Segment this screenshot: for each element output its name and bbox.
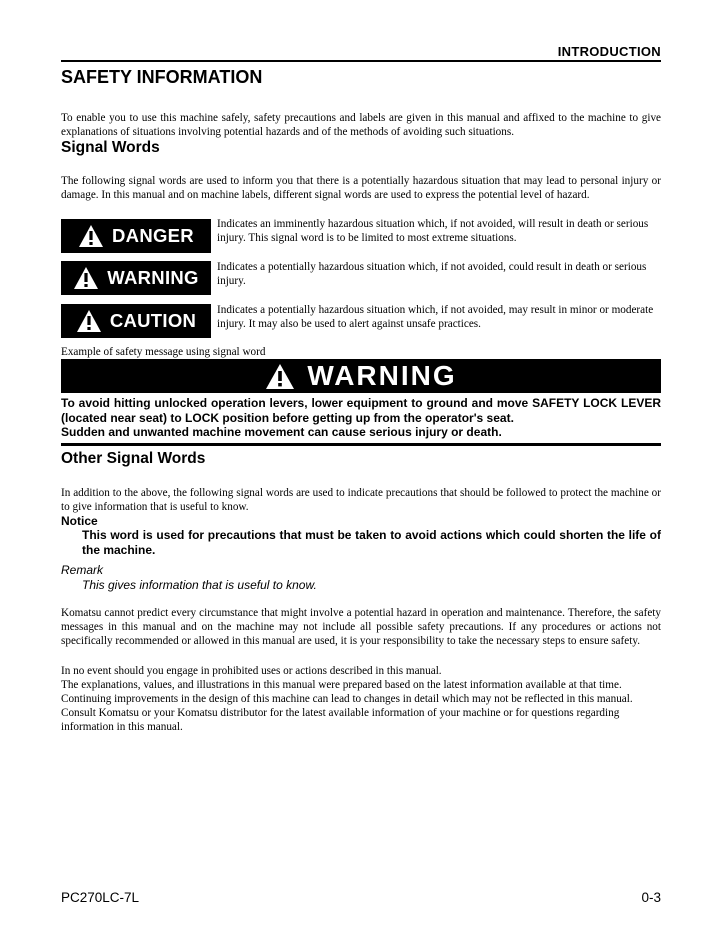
example-caption: Example of safety message using signal word (61, 346, 266, 358)
danger-word: DANGER (112, 225, 194, 246)
remark-text: This gives information that is useful to know. (82, 578, 317, 592)
section-header: INTRODUCTION (557, 44, 661, 59)
warning-triangle-icon (265, 363, 295, 390)
danger-description: Indicates an imminently hazardous situation which, if not avoided, will result in death or serious injury. This signal word is to be limited to most extreme situations. (217, 218, 649, 244)
signal-words-paragraph: The following signal words are used to inform you that there is a potentially hazardous situation that may lead to personal injury or damage. In this manual and on machine labels, different signal words are used to express the potential level of hazard. (61, 175, 661, 201)
warning-banner (61, 359, 661, 393)
warning-triangle-icon (73, 266, 99, 290)
warning-message-line: Sudden and unwanted machine movement can cause serious injury or death. (61, 425, 502, 439)
notice-label: Notice (61, 514, 98, 528)
header-rule (61, 60, 661, 62)
intro-paragraph: To enable you to use this machine safely, safety precautions and labels are given in this manual and affixed to the machine to give explanations of situations involving potential hazards and of the methods of avoiding such situations. (61, 112, 661, 138)
warning-word: WARNING (107, 267, 199, 288)
closing-paragraph: In no event should you engage in prohibited uses or actions described in this manual. (61, 665, 442, 677)
notice-text: This word is used for precautions that must be taken to avoid actions which could shorten the life of the machine. (82, 528, 661, 557)
page-title: SAFETY INFORMATION (61, 67, 263, 87)
warning-rule (61, 443, 661, 446)
page-number: 0-3 (641, 890, 661, 905)
warning-label (61, 261, 211, 295)
footer-model: PC270LC-7L (61, 890, 140, 905)
warning-banner-word: WARNING (307, 360, 457, 391)
caution-description: Indicates a potentially hazardous situation which, if not avoided, may result in minor or moderate injury. It may also be used to alert against unsafe practices. (217, 304, 654, 330)
warning-triangle-icon (78, 224, 104, 248)
closing-paragraph: Komatsu cannot predict every circumstance that might involve a potential hazard in operation and maintenance. Therefore, the safety messages in this manual and on the machine may not include all possible safety precautions. If any procedures or actions not specifically recommended or allowed in this manual are used, it is your responsibility to take the necessary steps to ensure safety. (61, 607, 661, 647)
warning-message-line: To avoid hitting unlocked operation levers, lower equipment to ground and move SAFETY LOCK LEVER (located near seat) to LOCK position before getting up from the operator's seat. (61, 396, 661, 425)
warning-triangle-icon (76, 309, 102, 333)
closing-paragraph: The explanations, values, and illustrations in this manual were prepared based on the latest information available at that time. Continuing improvements in the design of this machine can lead to changes in detail which may not be reflected in this manual. Consult Komatsu or your Komatsu distributor for the latest available information of your machine or for questions regarding information in this manual. (61, 679, 633, 733)
warning-description: Indicates a potentially hazardous situation which, if not avoided, could result in death or serious injury. (217, 261, 647, 287)
signal-words-heading: Signal Words (61, 139, 160, 156)
other-signal-words-heading: Other Signal Words (61, 450, 206, 467)
danger-label (61, 219, 211, 253)
caution-label (61, 304, 211, 338)
other-signal-words-paragraph: In addition to the above, the following signal words are used to indicate precautions that should be followed to protect the machine or to give information that is useful to know. (61, 487, 661, 513)
remark-label: Remark (61, 563, 104, 577)
warning-message (61, 396, 661, 440)
caution-word: CAUTION (109, 310, 197, 331)
